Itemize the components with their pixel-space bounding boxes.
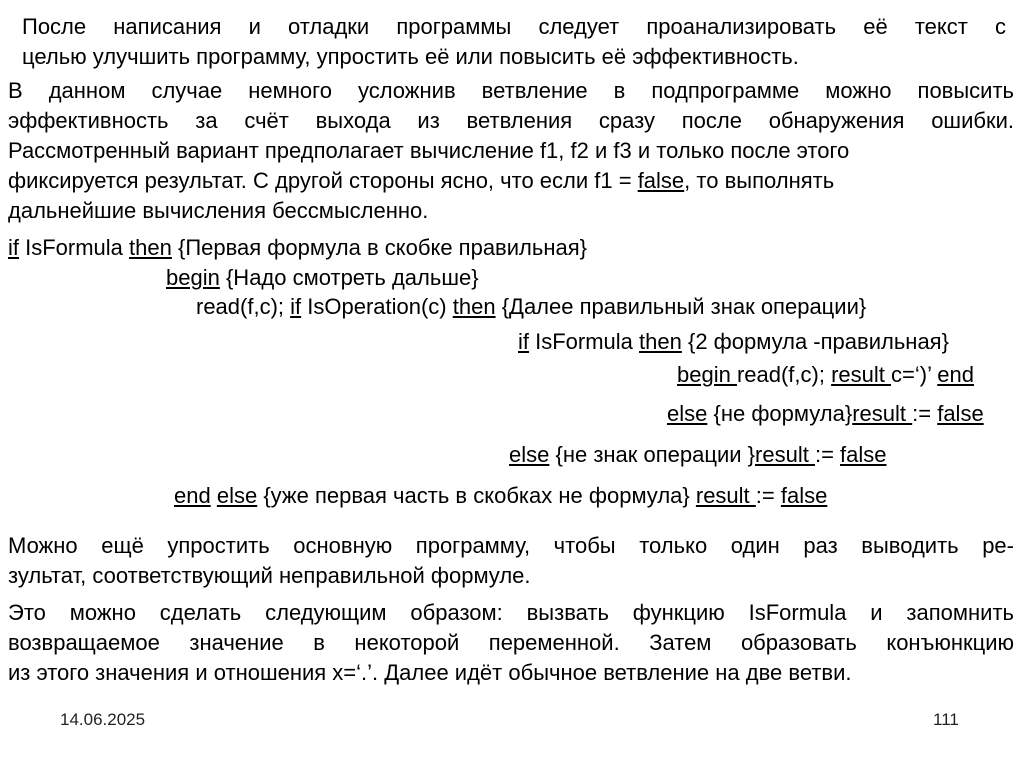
code-line-3 (196, 293, 866, 321)
keyword-if: if (518, 329, 529, 354)
footer-date: 14.06.2025 (60, 710, 146, 729)
keyword-result: result (755, 442, 815, 467)
keyword-else: else (216, 483, 258, 508)
code-text: := (814, 442, 841, 467)
code-text: IsFormula (19, 235, 130, 260)
code-line-8 (174, 482, 827, 510)
code-line-5 (677, 361, 974, 389)
text-line: Можно ещё упростить основную программу, чтобы только один раз выводить ре- (8, 533, 1014, 558)
text-line: эффективность за счёт выхода из ветвления сразу после обнаружения ошибки. (8, 108, 1014, 133)
keyword-else: else (509, 442, 550, 467)
text-line: дальнейшие вычисления бессмысленно. (8, 198, 429, 223)
text-fragment: , то выполнять (684, 168, 835, 193)
code-text: read(f,c); (736, 362, 832, 387)
code-comment: {Надо смотреть дальше} (219, 265, 479, 290)
code-line-7 (509, 441, 887, 469)
text-line (8, 166, 1014, 196)
keyword-result: result (852, 401, 913, 426)
page-number: 111 (933, 710, 959, 729)
paragraph-simplify (8, 531, 1014, 591)
keyword-then: then (129, 235, 172, 260)
code-text: read(f,c); (196, 294, 291, 319)
code-comment: {Первая формула в скобке правильная} (171, 235, 587, 260)
code-line-2 (166, 264, 479, 292)
code-text: c=‘)’ (891, 362, 938, 387)
keyword-else: else (667, 401, 708, 426)
code-comment: {2 формула -правильная} (681, 329, 949, 354)
keyword-false: false (840, 442, 887, 467)
paragraph-branching (8, 76, 1014, 226)
paragraph-intro (22, 12, 1006, 72)
code-text: IsOperation(c) (301, 294, 453, 319)
keyword-begin: begin (677, 362, 737, 387)
code-line-1 (8, 234, 587, 262)
keyword-then: then (452, 294, 496, 319)
keyword-if: if (290, 294, 302, 319)
code-comment: {не знак операции } (549, 442, 756, 467)
code-text: := (912, 401, 938, 426)
text-line: из этого значения и отношения x=‘.’. Далее идёт обычное ветвление на две ветви. (8, 660, 852, 685)
text-line: Рассмотренный вариант предполагает вычисление f1, f2 и f3 и только после этого (8, 138, 850, 163)
code-comment: {не формула} (707, 401, 853, 426)
code-text: := (755, 483, 781, 508)
keyword-begin: begin (166, 265, 220, 290)
code-comment: {уже первая часть в скобках не формула} (257, 483, 696, 508)
text-line: Это можно сделать следующим образом: вызвать функцию IsFormula и запомнить (8, 600, 1014, 625)
keyword-end: end (174, 483, 211, 508)
keyword-result: result (831, 362, 892, 387)
keyword-if: if (8, 235, 19, 260)
keyword-end: end (937, 362, 974, 387)
text-fragment: фиксируется результат. С другой стороны ясно, что если f1 = (8, 168, 638, 193)
keyword-false: false (637, 168, 685, 193)
text-line: В данном случае немного усложнив ветвление в подпрограмме можно повысить (8, 78, 1014, 103)
text-line: возвращаемое значение в некоторой переменной. Затем образовать конъюнкцию (8, 630, 1014, 655)
keyword-false: false (780, 483, 828, 508)
code-line-4 (518, 328, 949, 356)
text-line: целью улучшить программу, упростить её или повысить её эффективность. (22, 44, 799, 69)
code-text: IsFormula (529, 329, 640, 354)
code-comment: {Далее правильный знак операции} (495, 294, 867, 319)
text-line: После написания и отладки программы следует проанализировать её текст с (22, 14, 1006, 39)
keyword-then: then (639, 329, 682, 354)
paragraph-method (8, 598, 1014, 688)
keyword-false: false (937, 401, 984, 426)
text-line: зультат, соответствующий неправильной формуле. (8, 563, 531, 588)
keyword-result: result (695, 483, 756, 508)
code-line-6 (667, 400, 984, 428)
